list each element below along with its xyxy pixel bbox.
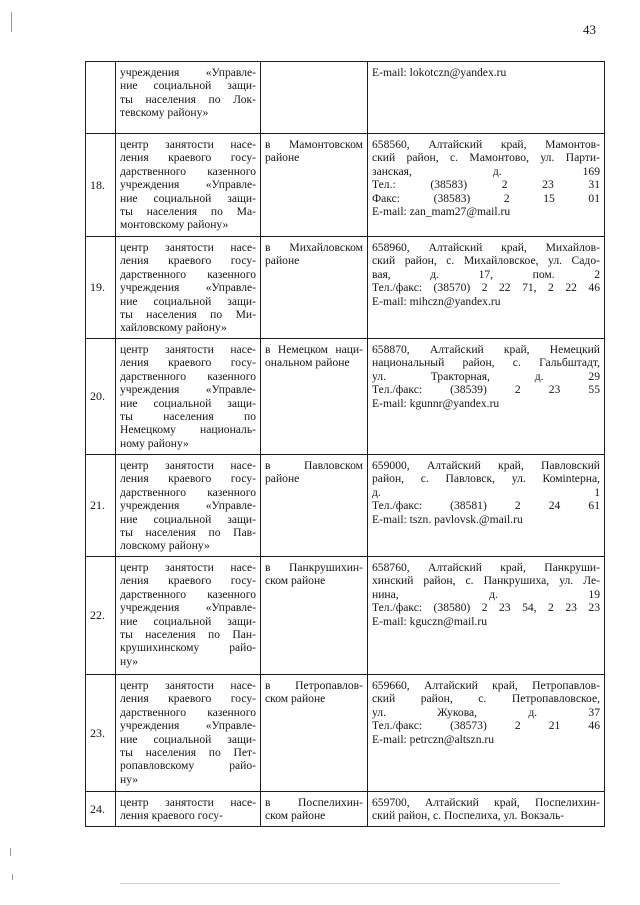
service-area (261, 62, 368, 134)
service-area (261, 339, 368, 455)
contact-address-line: ул. Тракторная, д. 29 (372, 369, 600, 383)
organization-name (116, 237, 261, 339)
row-number (86, 62, 116, 134)
contact-address (368, 237, 605, 339)
organization-name-line: центр занятости насе- (120, 459, 256, 472)
row-number: 23. (86, 675, 116, 792)
organization-name-line: учреждения «Управле- (120, 178, 256, 192)
contact-address-line: 659700, Алтайский край, Поспелихин- (372, 796, 600, 809)
contact-address-line: E-mail: kgunnr@yandex.ru (372, 396, 500, 410)
organization-name-line: ние социальной защи- (120, 191, 256, 205)
organization-name-line: дарственного казенного (120, 705, 256, 719)
service-area-line: ском районе (265, 809, 326, 823)
organization-name-line: учреждения «Управле- (120, 601, 256, 615)
contact-address-line: район, с. Павловск, ул. Комintерна, (372, 472, 600, 486)
table-row (86, 134, 605, 237)
organization-name-line: ления краевого госу- (120, 574, 256, 588)
row-number: 21. (86, 455, 116, 557)
service-area-line: в Немецком наци- (265, 343, 363, 356)
service-area-line: в Павловском (265, 459, 363, 472)
contact-address-line: ский район, с. Мамонтово, ул. Парти- (372, 151, 600, 165)
service-area-line: районе (265, 151, 300, 165)
footer-rule (120, 883, 560, 884)
service-area (261, 675, 368, 792)
service-area (261, 237, 368, 339)
organization-name-line: центр занятости насе- (120, 679, 256, 692)
table-row (86, 455, 605, 557)
organization-name-line: центр занятости насе- (120, 796, 256, 809)
contact-address-line: Тел./факс: (38581) 2 24 61 (372, 499, 600, 513)
organization-name-line: учреждения «Управле- (120, 66, 256, 79)
table-row (86, 675, 605, 792)
organization-name (116, 339, 261, 455)
contact-address-line: ул. Жукова, д. 37 (372, 705, 600, 719)
service-area-line: в Мамонтовском (265, 138, 363, 151)
table-row (86, 792, 605, 827)
organization-name-line: ты населения по Пав- (120, 526, 256, 540)
organization-name-line: учреждения «Управле- (120, 281, 256, 295)
organization-name-line: ропавловскому райо- (120, 759, 256, 773)
contact-address-line: Тел./факс: (38580) 2 23 54, 2 23 23 (372, 601, 600, 615)
service-area-line: в Михайловском (265, 241, 363, 254)
organization-name-line: ления краевого госу- (120, 254, 256, 268)
service-area (261, 557, 368, 675)
service-area-line: ональном районе (265, 356, 350, 370)
scan-mark (10, 848, 11, 856)
contact-address-line: 658760, Алтайский край, Панкруши- (372, 561, 600, 574)
organization-name-line: Немецкому националь- (120, 423, 256, 437)
organization-name-line: дарственного казенного (120, 369, 256, 383)
contact-address-line: ский район, с. Петропавловское, (372, 692, 600, 706)
service-area (261, 455, 368, 557)
row-number: 24. (86, 792, 116, 827)
organization-name-line: крушихинскому райо- (120, 641, 256, 655)
organization-name-line: ты населения по (120, 410, 256, 424)
organization-name-line: ние социальной защи- (120, 512, 256, 526)
organization-name-line: ние социальной защи- (120, 396, 256, 410)
organization-name-line: центр занятости насе- (120, 561, 256, 574)
contact-address-line: нина, д. 19 (372, 587, 600, 601)
organization-name (116, 557, 261, 675)
service-area-line: районе (265, 254, 300, 268)
organization-name-line: центр занятости насе- (120, 343, 256, 356)
organization-name-line: ления краевого госу- (120, 472, 256, 486)
contact-address (368, 557, 605, 675)
organization-name-line: ты населения по Лок- (120, 92, 256, 106)
employment-centers-table (85, 61, 605, 827)
contact-address-line: Тел./факс: (38570) 2 22 71, 2 22 46 (372, 281, 600, 295)
organization-name (116, 62, 261, 134)
organization-name-line: учреждения «Управле- (120, 499, 256, 513)
organization-name-line: дарственного казенного (120, 485, 256, 499)
organization-name-line: ние социальной защи- (120, 79, 256, 93)
organization-name-line: дарственного казенного (120, 267, 256, 281)
contact-address-line: 658560, Алтайский край, Мамонтов- (372, 138, 600, 151)
organization-name-line: центр занятости насе- (120, 138, 256, 151)
organization-name-line: ты населения по Пет- (120, 746, 256, 760)
table-row (86, 62, 605, 134)
table-row (86, 557, 605, 675)
service-area (261, 792, 368, 827)
organization-name-line: ние социальной защи- (120, 294, 256, 308)
scan-mark (12, 874, 13, 880)
contact-address-line: E-mail: petrczn@altszn.ru (372, 732, 495, 746)
contact-address (368, 455, 605, 557)
organization-name-line: ления краевого госу- (120, 809, 223, 823)
organization-name-line: ну» (120, 654, 139, 668)
contact-address-line: E-mail: tszn. pavlovsk.@mail.ru (372, 512, 523, 526)
service-area-line: в Поспелихин- (265, 796, 363, 809)
row-number: 22. (86, 557, 116, 675)
contact-address-line: 658870, Алтайский край, Немецкий (372, 343, 600, 356)
organization-name-line: ловскому району» (120, 539, 210, 553)
organization-name-line: тевскому району» (120, 106, 209, 120)
table-body (86, 62, 605, 827)
contact-address-line: национальный район, с. Гальбштадт, (372, 356, 600, 370)
contact-address-line: E-mail: zan_mam27@mail.ru (372, 205, 511, 219)
service-area-line: в Панкрушихин- (265, 561, 363, 574)
row-number: 18. (86, 134, 116, 237)
contact-address-line: 659660, Алтайский край, Петропавлов- (372, 679, 600, 692)
contact-address-line: вая, д. 17, пом. 2 (372, 267, 600, 281)
organization-name-line: ние социальной защи- (120, 614, 256, 628)
organization-name-line: ления краевого госу- (120, 692, 256, 706)
service-area-line: в Петропавлов- (265, 679, 363, 692)
service-area-line: районе (265, 472, 300, 486)
organization-name-line: ты населения по Ми- (120, 308, 256, 322)
contact-address-line: д. 1 (372, 485, 600, 499)
organization-name-line: ному району» (120, 436, 189, 450)
organization-name-line: ты населения по Пан- (120, 628, 256, 642)
row-number: 19. (86, 237, 116, 339)
service-area (261, 134, 368, 237)
row-number: 20. (86, 339, 116, 455)
organization-name-line: ты населения по Ма- (120, 205, 256, 219)
contact-address-line: ский район, с. Поспелиха, ул. Вокзаль- (372, 809, 565, 823)
service-area-line: ском районе (265, 692, 326, 706)
contact-address (368, 134, 605, 237)
contact-address-line: 658960, Алтайский край, Михайлов- (372, 241, 600, 254)
contact-address-line: E-mail: kguczn@mail.ru (372, 614, 487, 628)
contact-address-line: E-mail: mihczn@yandex.ru (372, 294, 501, 308)
scan-mark (11, 12, 12, 32)
organization-name-line: дарственного казенного (120, 164, 256, 178)
organization-name-line: центр занятости насе- (120, 241, 256, 254)
contact-address-line: хинский район, с. Панкрушиха, ул. Ле- (372, 574, 600, 588)
contact-address (368, 792, 605, 827)
contact-address-line: ский район, с. Михайловское, ул. Садо- (372, 254, 600, 268)
organization-name (116, 792, 261, 827)
organization-name (116, 675, 261, 792)
contact-address-line: 659000, Алтайский край, Павловский (372, 459, 600, 472)
organization-name-line: ние социальной защи- (120, 732, 256, 746)
organization-name-line: монтовскому району» (120, 218, 229, 232)
page-number: 43 (583, 22, 596, 37)
organization-name-line: дарственного казенного (120, 587, 256, 601)
organization-name-line: ну» (120, 772, 139, 786)
contact-address (368, 675, 605, 792)
table-row (86, 339, 605, 455)
organization-name-line: учреждения «Управле- (120, 383, 256, 397)
organization-name-line: ления краевого госу- (120, 356, 256, 370)
table-row (86, 237, 605, 339)
contact-address-line: занская, д. 169 (372, 164, 600, 178)
organization-name-line: учреждения «Управле- (120, 719, 256, 733)
organization-name-line: хайловскому району» (120, 321, 227, 335)
organization-name (116, 134, 261, 237)
contact-address (368, 339, 605, 455)
contact-address-line: Факс: (38583) 2 15 01 (372, 191, 600, 205)
contact-address (368, 62, 605, 134)
organization-name-line: ления краевого госу- (120, 151, 256, 165)
contact-address-line: E-mail: lokotczn@yandex.ru (372, 66, 507, 79)
service-area-line: ском районе (265, 574, 326, 588)
contact-address-line: Тел./факс: (38539) 2 23 55 (372, 383, 600, 397)
contact-address-line: Тел./факс: (38573) 2 21 46 (372, 719, 600, 733)
organization-name (116, 455, 261, 557)
contact-address-line: Тел.: (38583) 2 23 31 (372, 178, 600, 192)
